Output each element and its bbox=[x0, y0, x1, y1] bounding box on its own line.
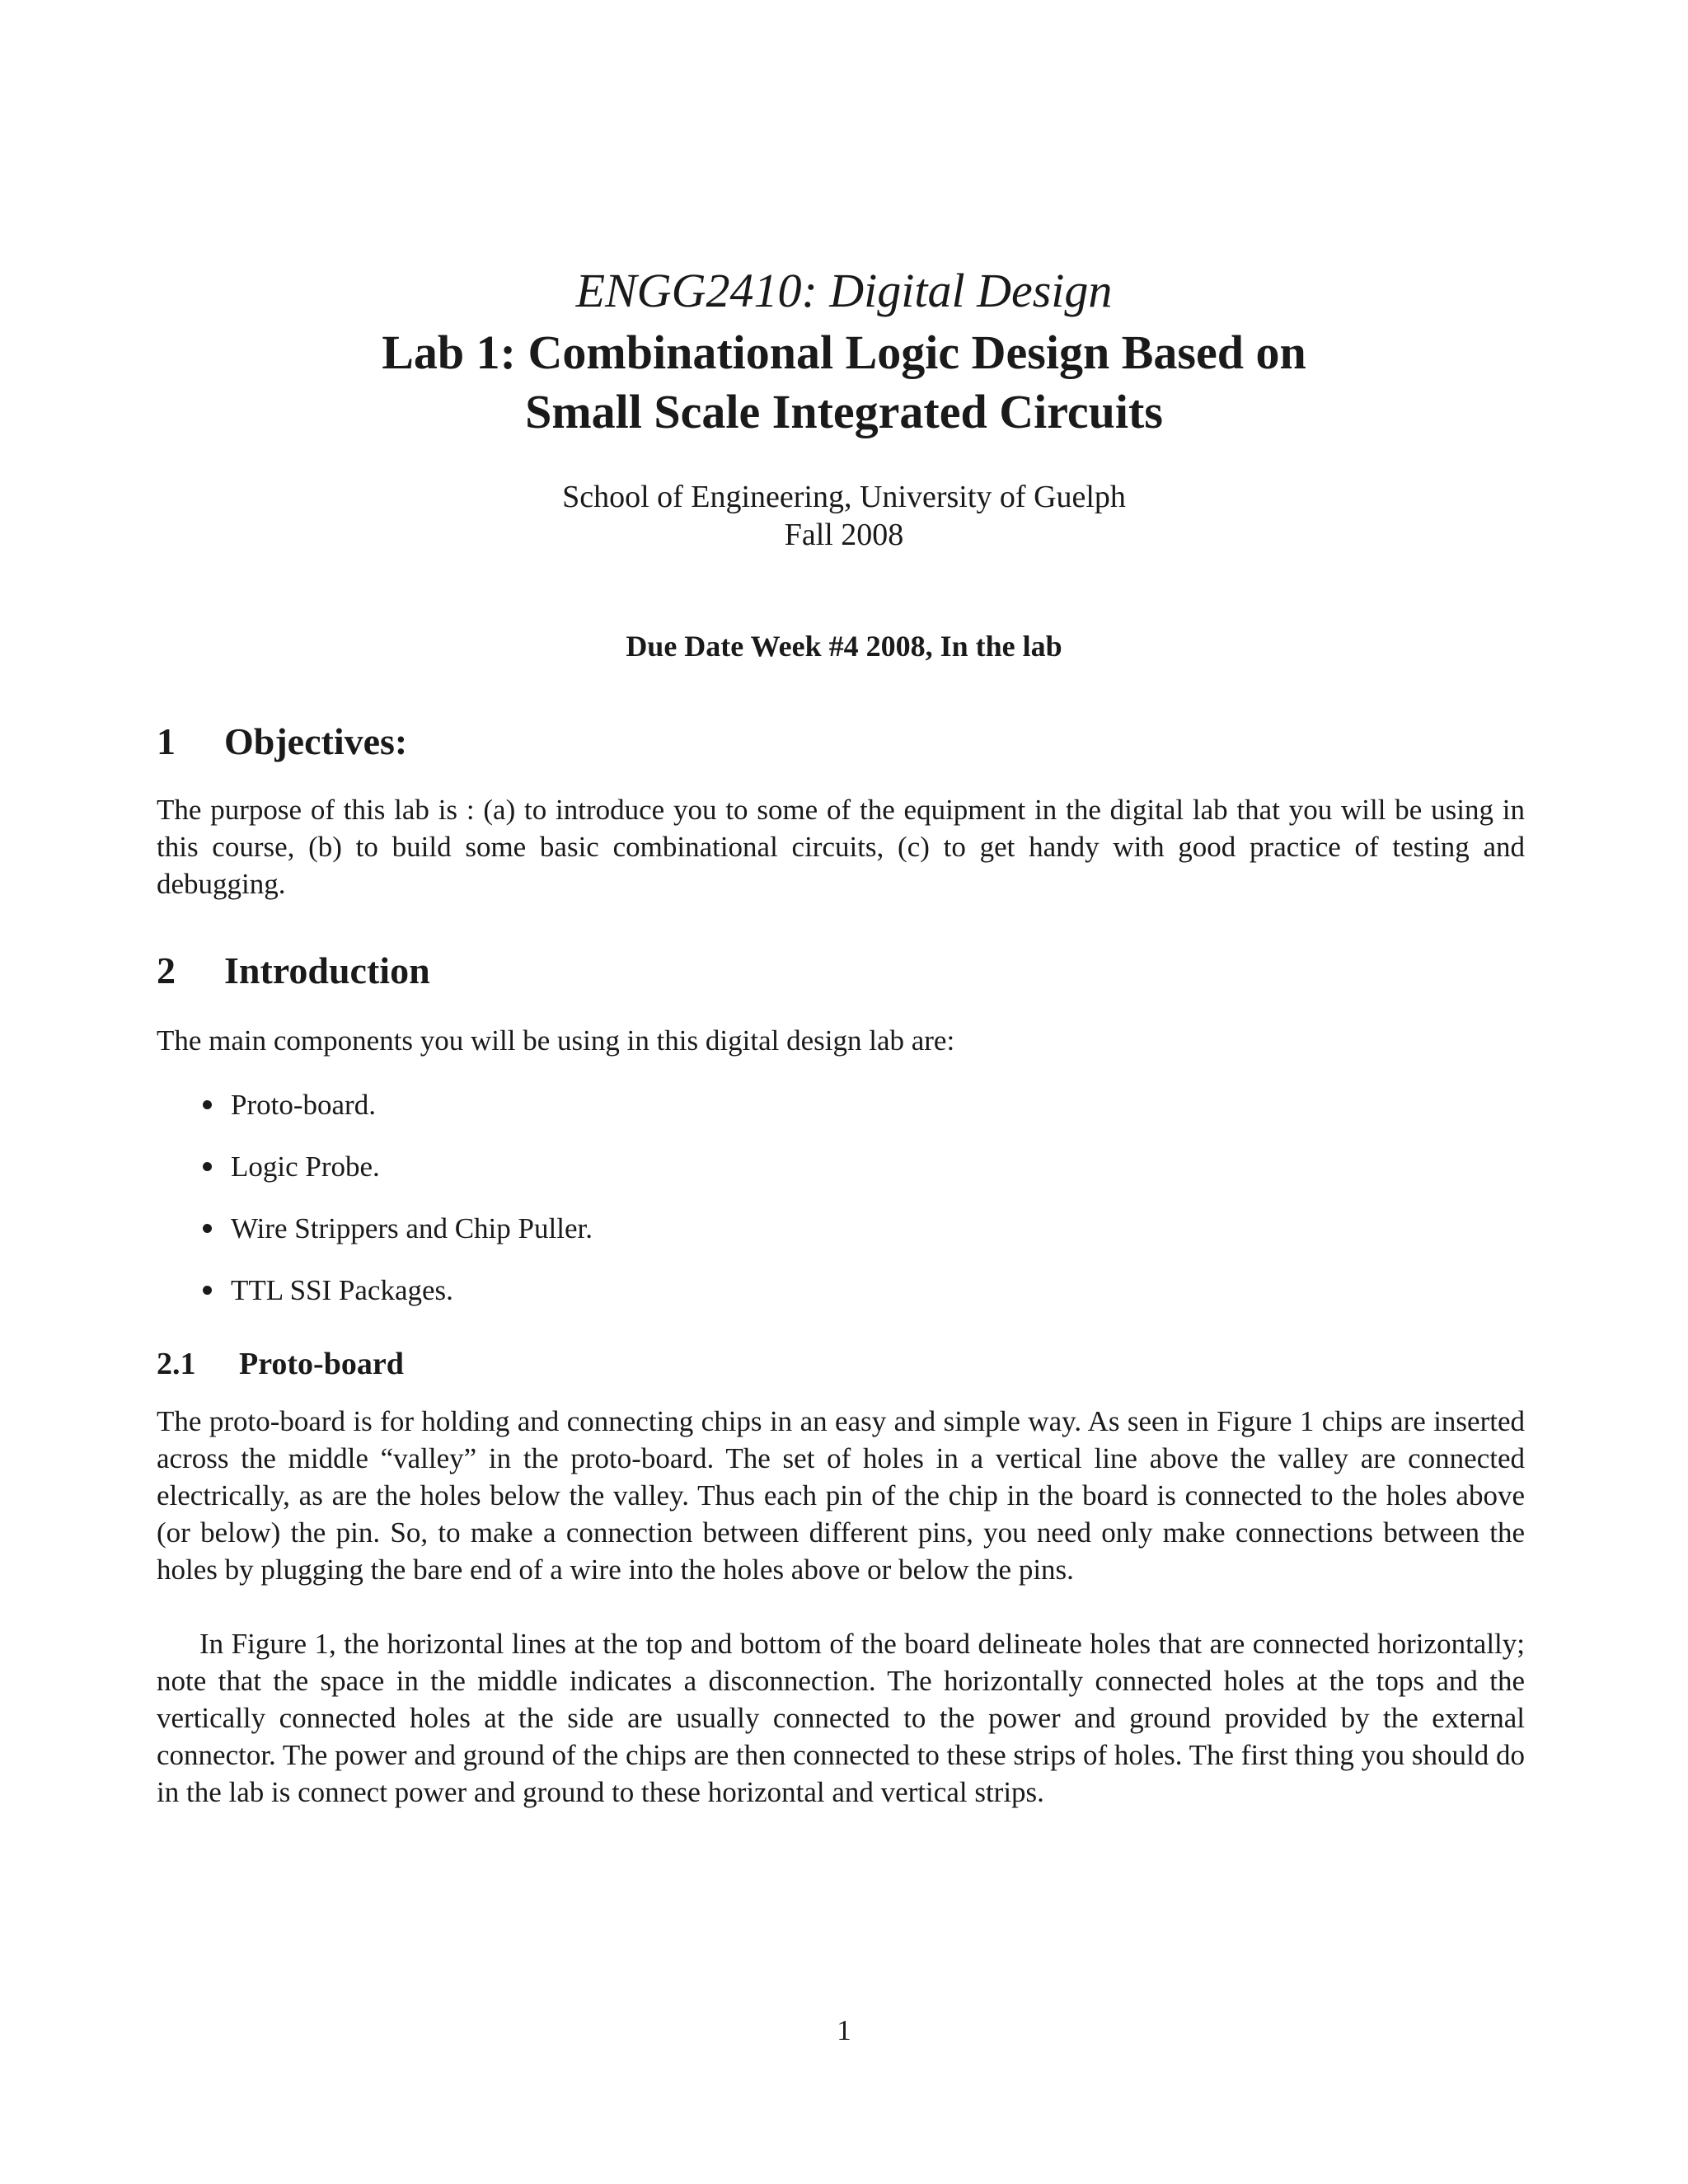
section-title: Introduction bbox=[224, 949, 430, 991]
list-item-text: Logic Probe. bbox=[231, 1151, 380, 1183]
list-item bbox=[198, 1210, 593, 1272]
bullet-icon bbox=[203, 1162, 212, 1171]
term: Fall 2008 bbox=[784, 518, 904, 552]
subsection-title: Proto-board bbox=[239, 1347, 404, 1381]
lab-title-line-1: Lab 1: Combinational Logic Design Based on bbox=[382, 326, 1306, 379]
list-item bbox=[198, 1148, 593, 1210]
proto-board-paragraph-1: The proto-board is for holding and connecting chips in an easy and simple way. As seen in Figure 1 chips are inserted across the middle “valley” in the proto-board. The set of holes in a vertical line above the valley are connected electrically, as are the holes below the valley. Thus each pin of the chip in the board is connected to the holes above (or below) the pin. So, to make a connection between different pins, you need only make connections between the holes by plugging the bare end of a wire into the holes above or below the pins. bbox=[157, 1405, 1525, 1586]
section-number: 2 bbox=[157, 949, 176, 991]
list-item-text: Wire Strippers and Chip Puller. bbox=[231, 1212, 593, 1244]
affiliation-block bbox=[0, 478, 1688, 554]
component-list bbox=[198, 1086, 593, 1333]
section-number: 1 bbox=[157, 720, 176, 762]
section-heading-introduction bbox=[157, 948, 430, 994]
list-item bbox=[198, 1272, 593, 1333]
subsection-heading-proto-board bbox=[157, 1345, 404, 1383]
objectives-paragraph: The purpose of this lab is : (a) to introduce you to some of the equipment in the digital lab that you will be using in this course, (b) to build some basic combinational circuits, (c) to get handy with good practice of testing and debugging. bbox=[157, 794, 1525, 900]
lab-title-line-2: Small Scale Integrated Circuits bbox=[525, 385, 1163, 438]
affiliation: School of Engineering, University of Guelph bbox=[562, 480, 1126, 514]
list-item-text: TTL SSI Packages. bbox=[231, 1274, 453, 1306]
due-date: Due Date Week #4 2008, In the lab bbox=[626, 630, 1062, 663]
list-item-text: Proto-board. bbox=[231, 1089, 376, 1121]
section-heading-objectives bbox=[157, 719, 407, 765]
lab-title bbox=[0, 323, 1688, 442]
introduction-paragraph: The main components you will be using in this digital design lab are: bbox=[157, 1024, 955, 1057]
list-item bbox=[198, 1086, 593, 1148]
bullet-icon bbox=[203, 1100, 212, 1109]
section-title: Objectives: bbox=[224, 720, 408, 762]
bullet-icon bbox=[203, 1286, 212, 1295]
bullet-icon bbox=[203, 1224, 212, 1233]
subsection-number: 2.1 bbox=[157, 1347, 196, 1381]
page-number: 1 bbox=[837, 2014, 851, 2046]
proto-board-paragraph-2: In Figure 1, the horizontal lines at the top and bottom of the board delineate holes that are connected horizontally; note that the space in the middle indicates a disconnection. The horizontally connected holes at the tops and the vertically connected holes at the side are usually connected to the power and ground provided by the external connector. The power and ground of the chips are then connected to these strips of holes. The first thing you should do in the lab is connect power and ground to these horizontal and vertical strips. bbox=[157, 1628, 1525, 1808]
course-title: ENGG2410: Digital Design bbox=[575, 264, 1113, 317]
